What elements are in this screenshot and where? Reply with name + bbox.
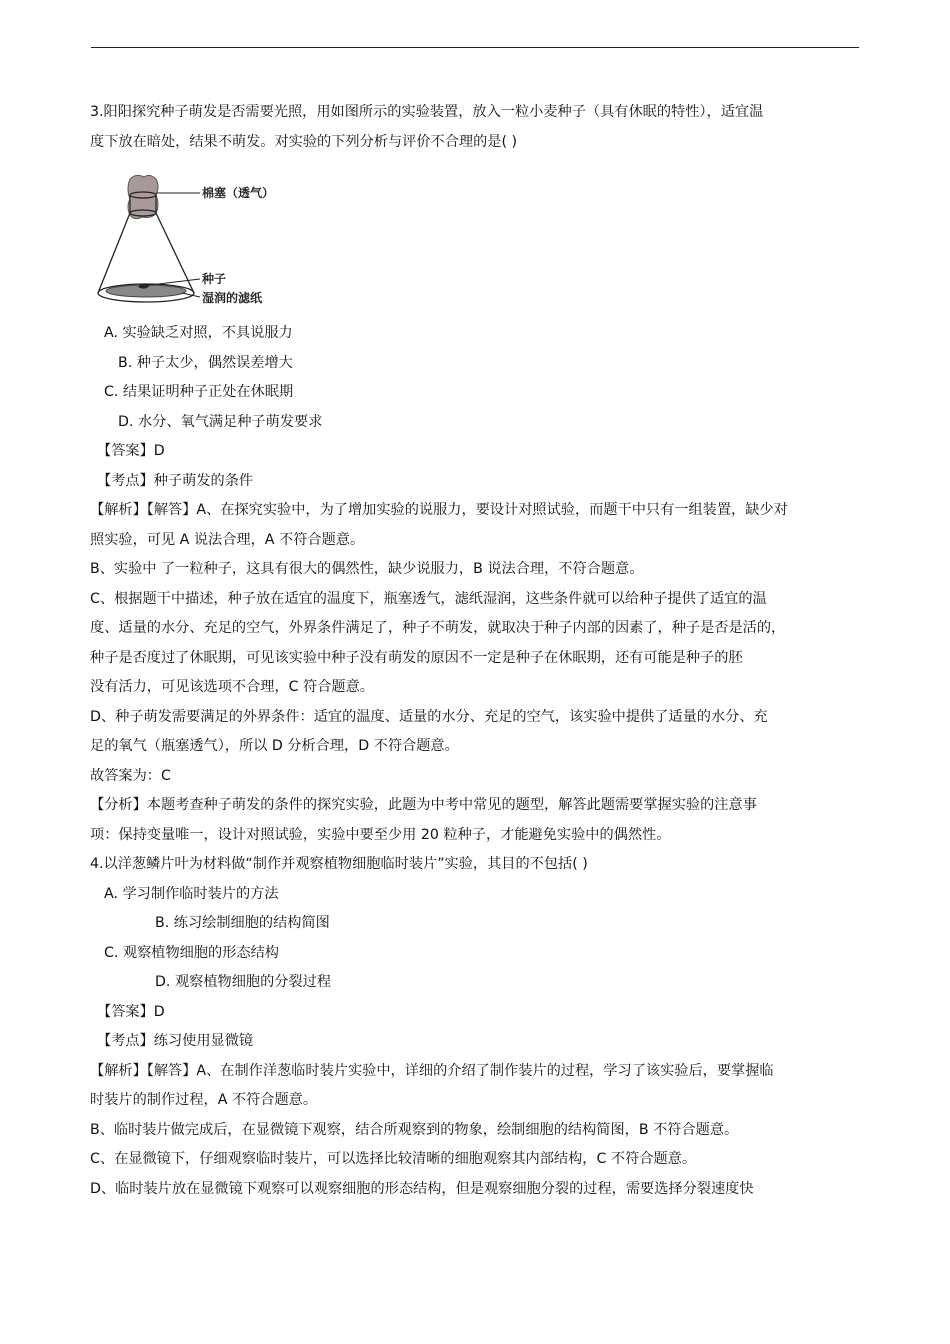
q4-analysis-line: 【解析】【解答】A、在制作洋葱临时装片实验中，详细的介绍了制作装片的过程，学习了该实验后，要掌握临: [90, 1062, 774, 1079]
q4-option-c: C. 观察植物细胞的形态结构: [104, 944, 279, 961]
q3-analysis-line: C、根据题干中描述，种子放在适宜的温度下，瓶塞透气，滤纸湿润，这些条件就可以给种子提供了适宜的温: [90, 590, 767, 607]
document-body: [90, 98, 862, 1204]
q3-analysis-line: 【分析】本题考查种子萌发的条件的探究实验，此题为中考中常见的题型，解答此题需要掌握实验的注意事: [90, 797, 757, 813]
q4-analysis-line: 时装片的制作过程，A 不符合题意。: [90, 1092, 318, 1108]
q4-option-d: D. 观察植物细胞的分裂过程: [155, 974, 332, 990]
header-rule: [91, 47, 859, 48]
label-seed: 种子: [202, 272, 227, 286]
q3-point: 【考点】种子萌发的条件: [97, 472, 254, 489]
q3-experiment-figure: [90, 173, 290, 315]
q4-option-b: B. 练习绘制细胞的结构简图: [155, 915, 330, 931]
q4-option-a: A. 学习制作临时装片的方法: [104, 885, 279, 902]
q3-analysis-line: 【解析】【解答】A、在探究实验中，为了增加实验的说服力，要设计对照试验，而题干中只有一组装置，缺少对: [90, 502, 788, 518]
q3-analysis-line: 足的氧气（瓶塞透气），所以 D 分析合理，D 不符合题意。: [90, 738, 459, 754]
q4-answer: 【答案】D: [97, 1003, 165, 1020]
q3-analysis-line: B、实验中 了一粒种子，这具有很大的偶然性，缺少说服力，B 说法合理，不符合题意。: [90, 561, 644, 577]
q3-option-b: B. 种子太少，偶然误差增大: [118, 354, 293, 371]
q4-analysis-line: C、在显微镜下，仔细观察临时装片，可以选择比较清晰的细胞观察其内部结构，C 不符合题意。: [90, 1151, 697, 1167]
label-filter-paper: 湿润的滤纸: [202, 291, 263, 305]
q3-option-d: D. 水分、氧气满足种子萌发要求: [118, 413, 323, 430]
q3-stem-line1: 3.阳阳探究种子萌发是否需要光照，用如图所示的实验装置，放入一粒小麦种子（具有休眠的特性），适宜温: [90, 104, 764, 120]
q3-option-c: C. 结果证明种子正处在休眠期: [104, 384, 294, 400]
q4-point: 【考点】练习使用显微镜: [97, 1033, 254, 1049]
label-cotton-plug: 棉塞（透气）: [202, 186, 275, 200]
q3-analysis-line: 度、适量的水分、充足的空气，外界条件满足了，种子不萌发，就取决于种子内部的因素了，种子是否是活的，: [90, 620, 786, 636]
q3-analysis-line: D、种子萌发需要满足的外界条件：适宜的温度、适量的水分、充足的空气，该实验中提供了适量的水分、充: [90, 708, 768, 725]
q3-stem-line2: 度下放在暗处，结果不萌发。对实验的下列分析与评价不合理的是( ): [90, 133, 518, 150]
q3-answer: 【答案】D: [97, 443, 165, 459]
q3-analysis-line: 种子是否度过了休眠期，可见该实验中种子没有萌发的原因不一定是种子在休眠期，还有可能是种子的胚: [90, 649, 743, 666]
q3-analysis-line: 项：保持变量唯一，设计对照试验，实验中要至少用 20 粒种子，才能避免实验中的偶然性。: [90, 826, 671, 843]
q3-option-a: A. 实验缺乏对照，不具说服力: [104, 325, 293, 341]
q4-analysis-line: B、临时装片做完成后，在显微镜下观察，结合所观察到的物象，绘制细胞的结构简图，B 不符合题意。: [90, 1121, 739, 1138]
q3-analysis-line: 故答案为：C: [90, 767, 171, 784]
q4-stem: 4.以洋葱鳞片叶为材料做“制作并观察植物细胞临时装片”实验，其目的不包括( ): [90, 856, 588, 872]
q3-analysis-line: 照实验，可见 A 说法合理，A 不符合题意。: [90, 531, 365, 548]
q4-analysis-line: D、临时装片放在显微镜下观察可以观察细胞的形态结构，但是观察细胞分裂的过程，需要选择分裂速度快: [90, 1180, 754, 1197]
q3-analysis-line: 没有活力，可见该选项不合理，C 符合题意。: [90, 679, 374, 695]
